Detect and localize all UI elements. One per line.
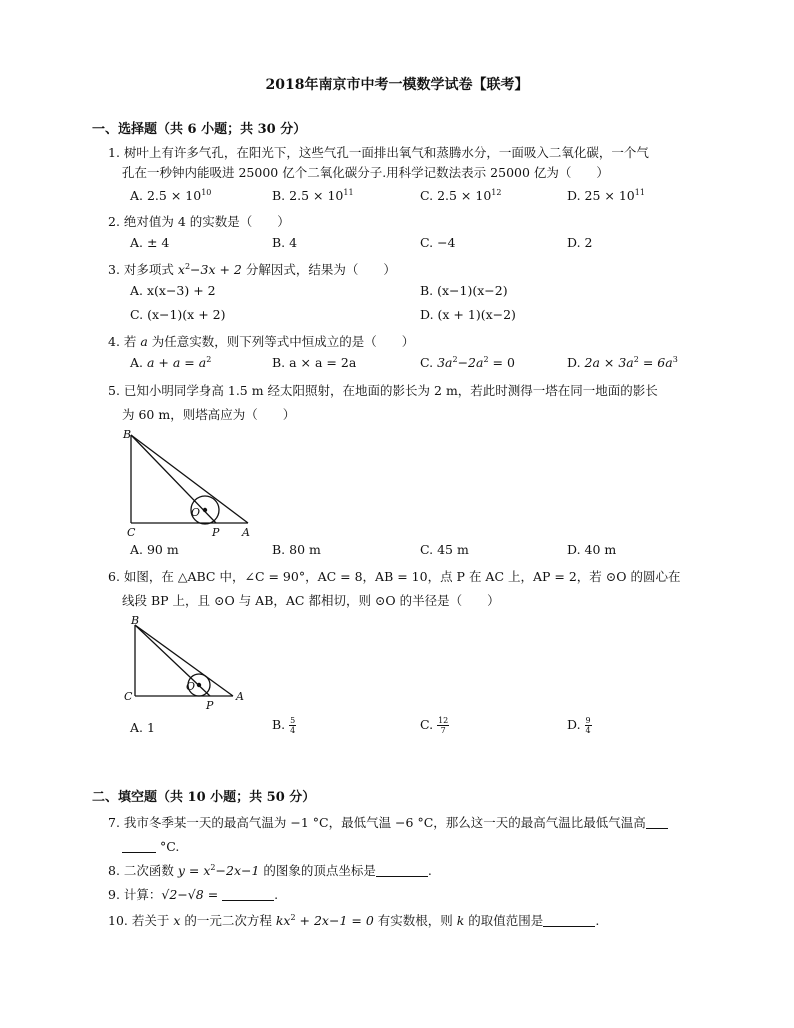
question-5-option-c: C. 45 m (420, 542, 469, 557)
question-1-option-c: C. $2.5 \times 10^{12}$ (420, 188, 502, 203)
question-6-triangle-figure (118, 612, 258, 712)
question-8-stem: 8. 二次函数 $y = x^2-2x-1$ 的图象的顶点坐标是 . (108, 863, 432, 878)
question-5-line-1: 5. 已知小明同学身高 1.5 m 经太阳照射，在地面的影长为 2 m，若此时测得一塔在同一地面的影长 (108, 383, 658, 398)
question-4-stem: 4. 若 a 为任意实数，则下列等式中恒成立的是（ ） (108, 334, 415, 349)
page-title: 2018年南京市中考一模数学试卷【联考】 (265, 77, 529, 93)
answer-blank[interactable] (376, 864, 428, 877)
label-b: B (123, 428, 132, 441)
question-5-triangle-figure (118, 425, 258, 540)
question-6-option-c: C. $\frac{12}{7}$ (420, 716, 449, 735)
circle-center (203, 508, 207, 512)
question-4-option-d: D. $2a \times 3a^2 = 6a^3$ (567, 355, 678, 370)
question-6-line-2: 线段 BP 上，且 ⊙O 与 AB，AC 都相切，则 ⊙O 的半径是（ ） (122, 593, 500, 608)
question-1-option-b: B. $2.5 \times 10^{11}$ (272, 188, 354, 203)
question-7-line-1: 7. 我市冬季某一天的最高气温为 −1 °C，最低气温 −6 °C，那么这一天的最高气温比最低气温高 (108, 812, 668, 834)
side-ba (135, 625, 233, 696)
question-10-stem: 10. 若关于 x 的一元二次方程 $kx^2 + 2x-1 = 0$ 有实数根，则 k 的取值范围是 . (108, 913, 600, 928)
question-6-option-a: A. 1 (130, 720, 155, 735)
label-c: C (124, 690, 133, 703)
question-6-option-b: B. $\frac{5}{4}$ (272, 716, 296, 735)
question-3-option-c: C. (x−1)(x + 2) (130, 307, 226, 322)
circle-center (197, 683, 201, 687)
question-4-option-c: C. $3a^2-2a^2 = 0$ (420, 355, 515, 370)
section-heading-choice: 一、选择题（共 6 小题；共 30 分） (92, 122, 307, 137)
label-c: C (127, 526, 136, 539)
question-3-option-d: D. (x + 1)(x−2) (420, 307, 516, 322)
question-1-line-1: 1. 树叶上有许多气孔，在阳光下，这些气孔一面排出氧气和蒸腾水分，一面吸入二氧化碳，一个气 (108, 145, 649, 160)
answer-blank[interactable] (222, 888, 274, 901)
question-9-stem: 9. 计算：√2−√8 = . (108, 887, 279, 902)
label-o: O (191, 506, 201, 519)
question-2-option-a: A. ± 4 (130, 235, 170, 250)
label-p: P (206, 699, 214, 712)
side-ba (131, 435, 248, 523)
label-a: A (236, 690, 244, 703)
label-b: B (131, 614, 140, 627)
question-5-option-d: D. 40 m (567, 542, 617, 557)
question-6-option-d: D. $\frac{9}{4}$ (567, 716, 591, 735)
question-2-stem: 2. 绝对值为 4 的实数是（ ） (108, 214, 290, 229)
question-4-option-b: B. a × a = 2a (272, 355, 357, 370)
question-3-stem: 3. 对多项式 $x^2-3x + 2$ 分解因式，结果为（ ） (108, 262, 396, 277)
question-2-option-c: C. −4 (420, 235, 456, 250)
question-3-option-b: B. (x−1)(x−2) (420, 283, 508, 298)
question-2-option-b: B. 4 (272, 235, 298, 250)
answer-blank[interactable] (122, 840, 156, 853)
section-heading-fill-in: 二、填空题（共 10 小题；共 50 分） (92, 790, 316, 805)
question-5-line-2: 为 60 m，则塔高应为（ ） (122, 407, 296, 422)
question-3-option-a: A. x(x−3) + 2 (130, 283, 216, 298)
question-1-option-d: D. $25 \times 10^{11}$ (567, 188, 645, 203)
question-1-line-2: 孔在一秒钟内能吸进 25000 亿个二氧化碳分子.用科学记数法表示 25000 亿为（ ） (122, 165, 609, 180)
label-a: A (242, 526, 250, 539)
question-5-option-a: A. 90 m (130, 542, 179, 557)
question-6-line-1: 6. 如图，在 △ABC 中，∠C = 90°，AC = 8，AB = 10，点 P 在 AC 上，AP = 2，若 ⊙O 的圆心在 (108, 569, 681, 584)
question-1-option-a: A. $2.5 \times 10^{10}$ (130, 188, 212, 203)
question-7-line-2: °C. (122, 836, 179, 858)
question-5-option-b: B. 80 m (272, 542, 321, 557)
answer-blank[interactable] (543, 914, 595, 927)
question-4-option-a: A. $a + a = a^2$ (130, 355, 212, 370)
answer-blank[interactable] (646, 816, 668, 829)
label-o: O (186, 680, 196, 693)
label-p: P (212, 526, 220, 539)
question-2-option-d: D. 2 (567, 235, 593, 250)
